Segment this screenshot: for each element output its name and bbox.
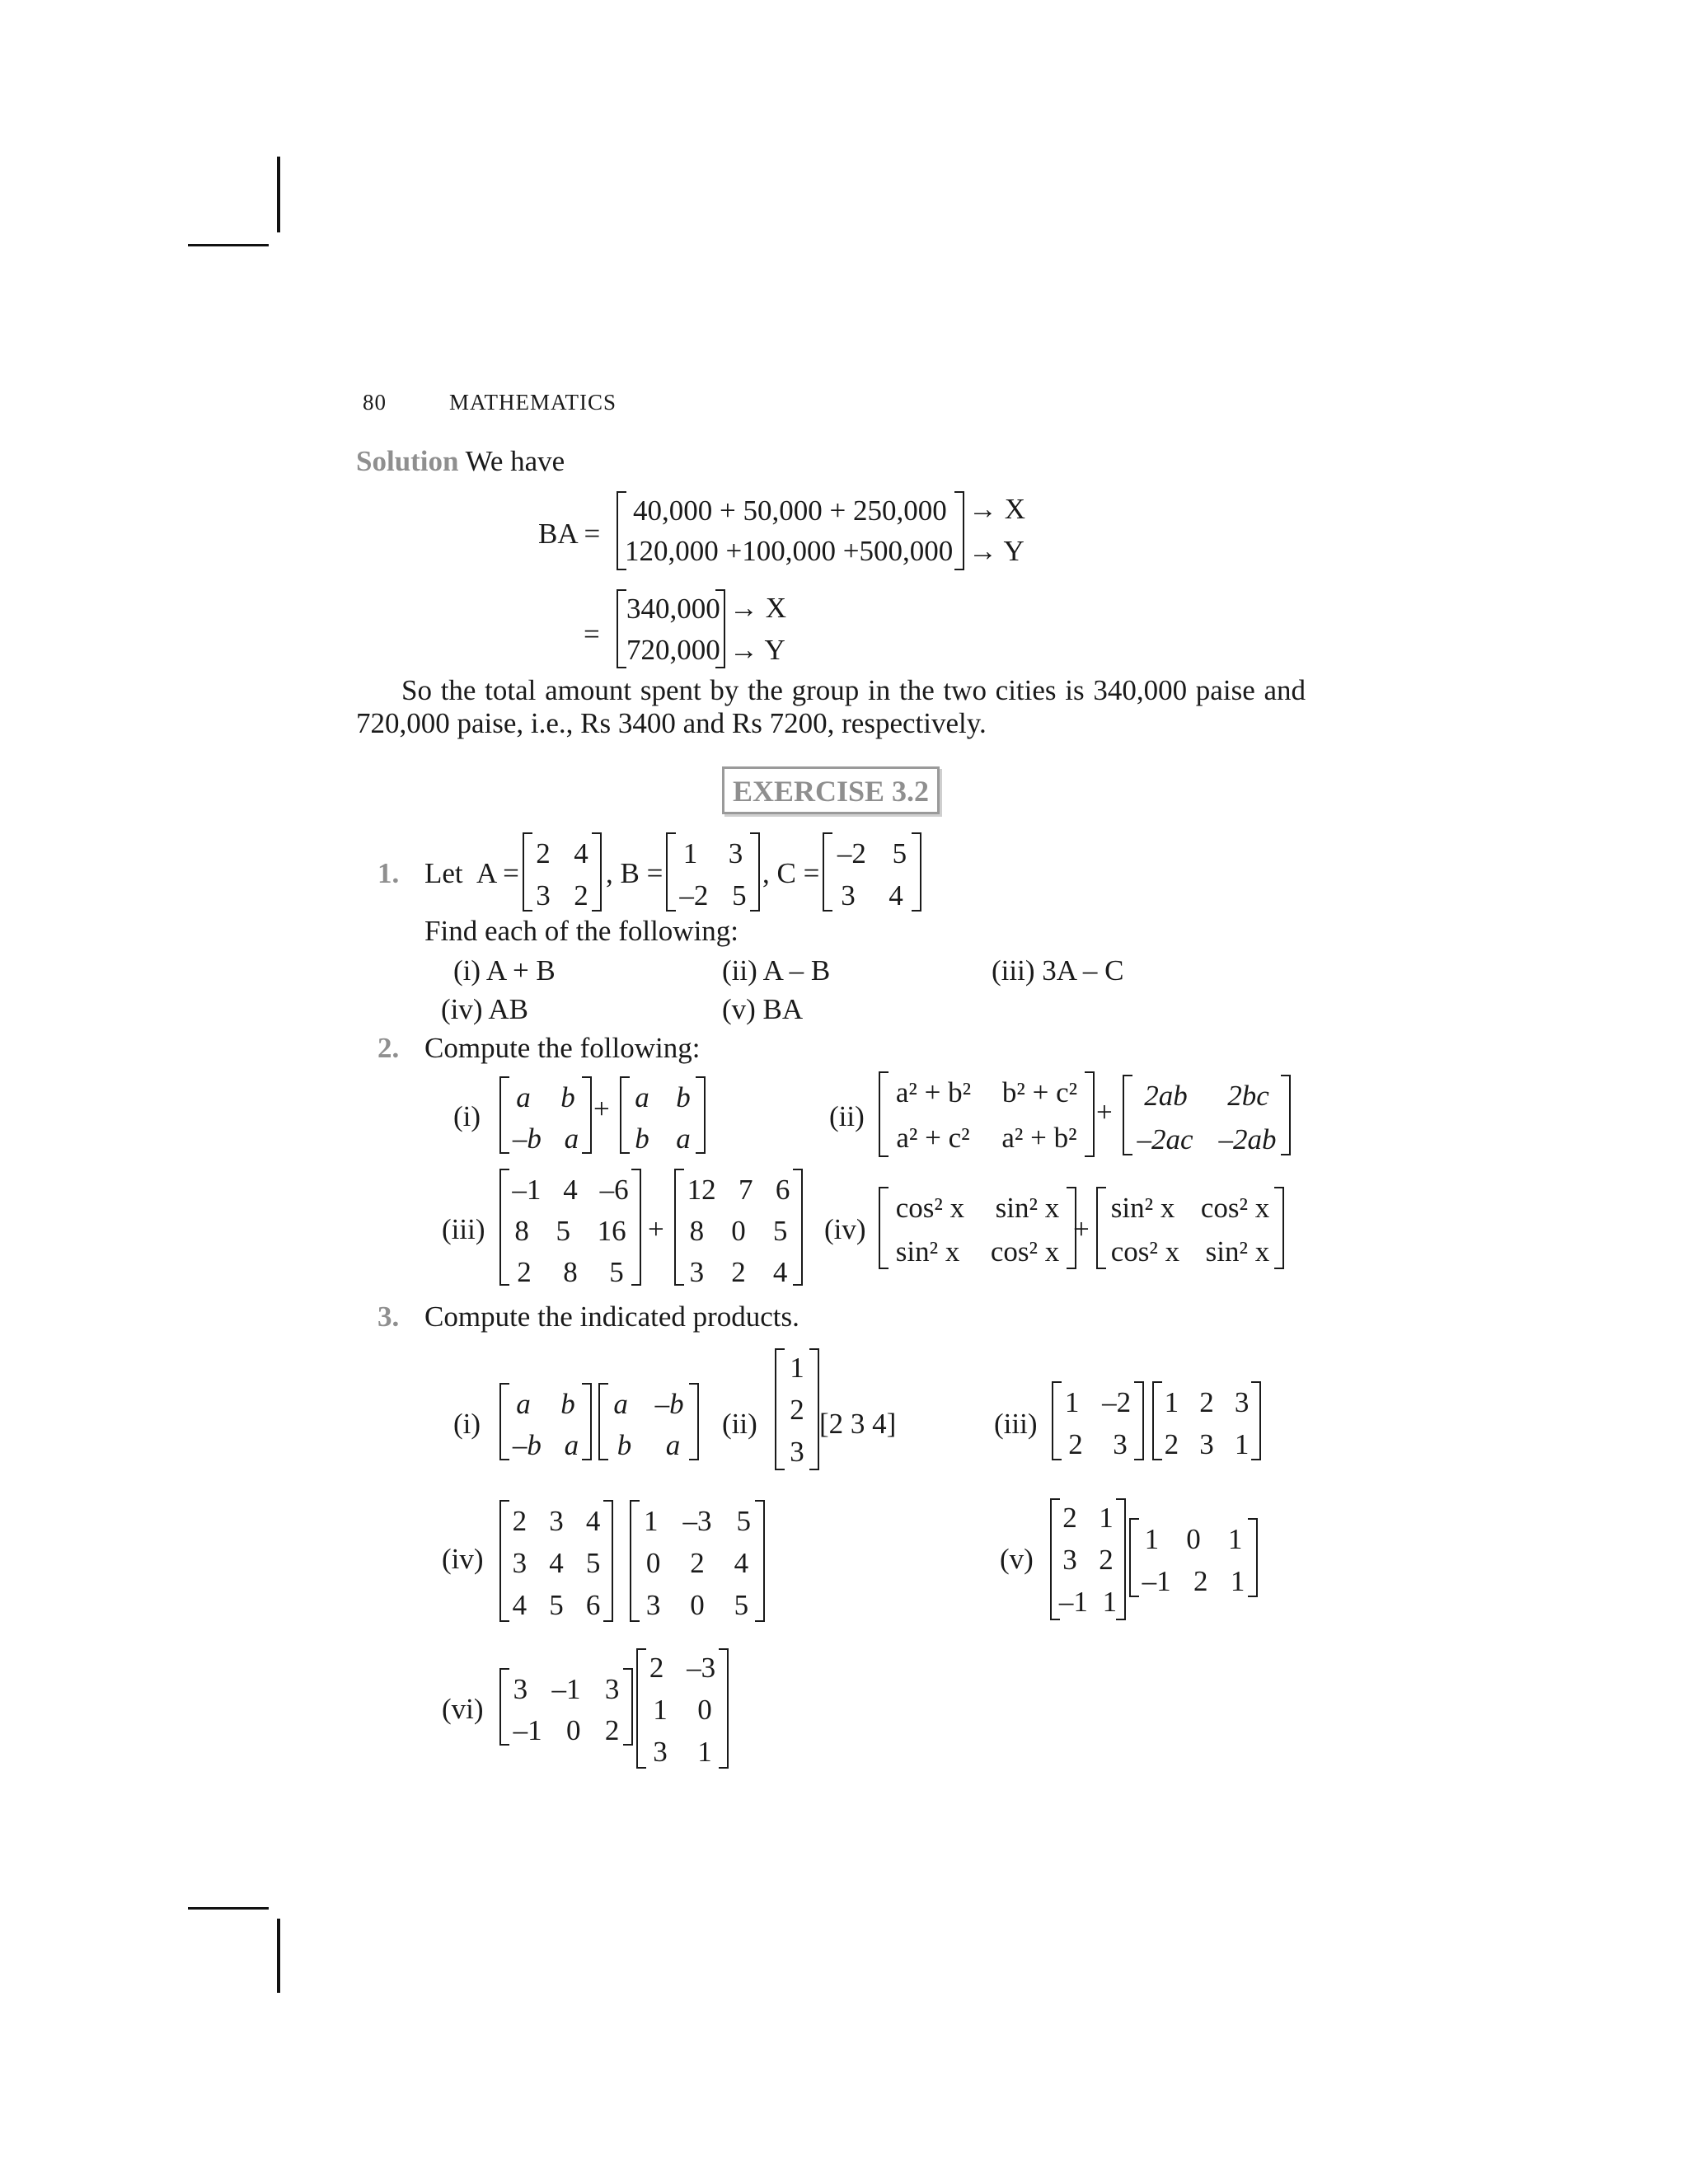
solution-label: Solution [356,445,459,477]
matrix-row [668,881,758,910]
ba-label: BA = [538,518,601,550]
part-label: (iii) [442,1213,485,1245]
matrix-row [501,1675,631,1704]
plus-sign: + [1073,1213,1090,1245]
matrix-row [501,1431,590,1460]
matrix-cell: a [564,1122,579,1155]
matrix-row [621,1083,704,1112]
matrix-cell: –1 [551,1673,581,1705]
matrix-row [638,1737,727,1766]
matrix-row [776,1353,818,1382]
matrix-row [1098,1193,1282,1222]
matrix-cell: 7 [738,1174,753,1206]
matrix-row [621,1124,704,1153]
matrix-row [776,1395,818,1424]
arrow-x: → X [968,493,1026,525]
matrix-cell: b [617,1429,632,1461]
page-number: 80 [363,390,387,415]
matrix-cell: –2 [1102,1386,1132,1418]
matrix-cell: 2bc [1227,1080,1269,1112]
matrix-row [1052,1503,1124,1532]
matrix-row [501,1258,640,1286]
matrix-cell: 5 [556,1215,570,1247]
matrix-row [1098,1237,1282,1266]
matrix-row: 340,000 [626,593,720,625]
matrix-cell: 2 [512,1505,528,1537]
q1-lead: Let [424,857,463,889]
solution-line [356,447,565,476]
matrix-a-label: A = [476,857,519,889]
matrix-cell: 6 [775,1174,790,1206]
matrix-cell: cos² x [1200,1192,1270,1224]
matrix-cell: 3 [1234,1386,1250,1418]
matrix-cell: 3 [653,1736,668,1768]
q1-instruction: Find each of the following: [424,915,739,947]
matrix-cell: 1 [1227,1523,1243,1555]
matrix-cell: b [635,1122,649,1155]
q1-part: (iii) 3A – C [992,954,1124,987]
matrix-row [676,1216,801,1245]
matrix-cell: 1 [1102,1586,1118,1618]
matrix-cell: 6 [585,1589,601,1621]
matrix-row [676,1258,801,1286]
matrix-cell: 3 [689,1256,705,1288]
matrix-cell: a [665,1429,681,1461]
matrix-cell: –3 [687,1652,716,1684]
plus-sign: + [593,1093,610,1125]
part-label: (ii) [829,1100,865,1132]
matrix-row [880,1237,1075,1266]
part-label: (iii) [994,1408,1038,1440]
question-number: 2. [377,1032,400,1064]
question-number: 3. [377,1301,400,1333]
crop-mark [277,157,280,232]
part-label: (i) [453,1100,481,1132]
matrix-cell: 2 [574,879,588,912]
running-head: MATHEMATICS [449,390,617,415]
matrix-cell: a [676,1122,691,1155]
matrix-row [631,1507,763,1535]
matrix [1052,1381,1144,1460]
matrix-cell: –2 [679,879,709,912]
matrix-cell: sin² x [995,1192,1060,1224]
matrix-cell: 4 [574,837,588,869]
matrix-cell: –1 [512,1174,542,1206]
matrix-row [880,1193,1075,1222]
matrix-cell: 4 [512,1589,528,1621]
matrix-cell: 2 [1099,1544,1114,1576]
matrix-cell: a² + b² [1001,1122,1077,1154]
matrix-cell: 0 [690,1589,705,1621]
matrix-ba-sum [617,491,964,570]
matrix-b-label: , B = [606,857,663,889]
matrix-row [501,1083,590,1112]
matrix-cell: 1 [1144,1523,1160,1555]
matrix-cell: –1 [513,1714,542,1746]
matrix-cell: 3 [1199,1428,1214,1460]
matrix-row [824,881,920,910]
solution-intro: We have [465,445,565,477]
matrix-row [501,1507,612,1535]
matrix-row [1124,1125,1289,1154]
matrix [598,1383,699,1460]
matrix-cell: 5 [892,837,907,869]
matrix-cell: 4 [889,879,903,912]
matrix-row: 40,000 + 50,000 + 250,000 [633,494,947,527]
matrix [879,1187,1076,1269]
matrix-row [824,839,920,868]
matrix-cell: 5 [609,1256,624,1288]
matrix [1129,1518,1258,1597]
matrix [1152,1381,1261,1460]
matrix-cell: –3 [682,1505,712,1537]
matrix-row [668,839,758,868]
matrix-cell: 1 [653,1694,668,1726]
matrix-c [823,832,921,912]
matrix-row [1052,1587,1124,1616]
matrix-cell: 4 [585,1505,601,1537]
matrix-cell: 5 [585,1547,601,1579]
crop-mark [188,244,269,246]
matrix-cell: 3 [1062,1544,1077,1576]
matrix-cell: 3 [790,1436,804,1468]
matrix [499,1169,641,1286]
row-vector: [2 3 4] [819,1408,897,1440]
matrix-cell: 8 [689,1215,705,1247]
matrix-row [1053,1430,1142,1459]
q1-part: (v) BA [722,993,804,1025]
crop-mark [277,1919,280,1993]
matrix-row [501,1216,640,1245]
matrix [1096,1187,1284,1269]
matrix-cell: 2 [1193,1565,1208,1597]
q3-text: Compute the indicated products. [424,1301,799,1333]
matrix-row [1131,1567,1256,1596]
matrix-row [1053,1388,1142,1417]
equals-sign: = [584,618,600,650]
matrix-cell: 2 [690,1547,705,1579]
matrix-cell: sin² x [1205,1235,1270,1268]
matrix-cell: 3 [604,1673,620,1705]
matrix-cell: 1 [1064,1386,1080,1418]
matrix-cell: a [613,1388,628,1420]
matrix-cell: 8 [563,1256,578,1288]
matrix-cell: 5 [732,879,747,912]
matrix-cell: –b [512,1122,542,1155]
matrix-row: 720,000 [626,634,720,666]
matrix-cell: 1 [1164,1386,1179,1418]
matrix-cell: 0 [697,1694,712,1726]
matrix-cell: –b [654,1388,684,1420]
matrix-cell: –b [512,1429,542,1461]
matrix-cell: a [516,1081,531,1113]
exercise-title: EXERCISE 3.2 [722,766,940,814]
matrix-cell: 5 [736,1505,751,1537]
matrix-cell: 2 [604,1714,620,1746]
matrix-cell: 2 [649,1652,664,1684]
matrix-cell: 0 [1186,1523,1201,1555]
matrix-cell: 3 [512,1547,528,1579]
solution-conclusion: So the total amount spent by the group in the two cities is 340,000 paise and 720,000 paise, i.e., Rs 3400 and Rs 7200, respectively. [356,674,1306,739]
matrix [499,1668,633,1746]
matrix [636,1648,729,1769]
part-label: (vi) [442,1693,484,1725]
matrix-ba-result [617,589,725,668]
matrix-cell: –1 [1058,1586,1088,1618]
q2-text: Compute the following: [424,1032,701,1064]
q1-part: (iv) AB [441,993,528,1025]
matrix-row [631,1591,763,1619]
matrix-cell: 4 [549,1547,564,1579]
plus-sign: + [648,1213,664,1245]
matrix-cell: 2 [1199,1386,1214,1418]
matrix-cell: 4 [772,1256,788,1288]
arrow-y: → Y [968,535,1025,567]
matrix-row: 120,000 +100,000 +500,000 [625,535,954,567]
matrix-c-label: , C = [762,857,820,889]
matrix-row [1154,1430,1259,1459]
matrix-row [638,1695,727,1724]
matrix-cell: 1 [790,1352,804,1384]
matrix-row [776,1437,818,1466]
matrix-cell: 5 [772,1215,788,1247]
matrix-cell: 3 [1113,1428,1128,1460]
part-label: (iv) [442,1543,484,1575]
matrix-cell: 5 [734,1589,749,1621]
matrix-cell: sin² x [895,1235,960,1268]
matrix-cell: b [560,1388,575,1420]
matrix [499,1383,592,1460]
matrix-cell: 3 [513,1673,528,1705]
matrix-cell: 3 [728,837,743,869]
matrix-cell: a² + b² [895,1076,972,1108]
matrix-row [1131,1525,1256,1554]
matrix [775,1348,819,1470]
matrix-cell: 0 [731,1215,746,1247]
matrix-cell: –2 [837,837,866,869]
matrix-cell: a [516,1388,531,1420]
matrix-cell: a² + c² [896,1122,970,1154]
matrix-cell: 2 [536,837,551,869]
matrix-row [638,1653,727,1682]
matrix-cell: 0 [565,1714,581,1746]
matrix-cell: sin² x [1110,1192,1175,1224]
matrix-cell: cos² x [895,1192,965,1224]
matrix-row [880,1123,1093,1152]
matrix-cell: 4 [734,1547,749,1579]
matrix-cell: a [564,1429,579,1461]
matrix-row [631,1549,763,1577]
matrix-cell: –6 [599,1174,629,1206]
matrix-cell: b [560,1081,575,1113]
matrix-cell: cos² x [990,1235,1060,1268]
matrix-cell: 2ab [1144,1080,1188,1112]
matrix-cell: 12 [687,1174,716,1206]
matrix-row [1124,1081,1289,1110]
matrix-row [501,1591,612,1619]
matrix-row [501,1124,590,1153]
matrix-row [880,1078,1093,1107]
matrix-row [501,1175,640,1204]
matrix [1123,1075,1291,1155]
matrix-row [501,1390,590,1418]
q1-part: (ii) A – B [722,954,831,987]
matrix-cell: 1 [1234,1428,1250,1460]
matrix-cell: 3 [841,879,856,912]
matrix-cell: 2 [1068,1428,1083,1460]
matrix-cell: 1 [644,1505,659,1537]
matrix-cell: 2 [517,1256,532,1288]
matrix-cell: 1 [1230,1565,1245,1597]
matrix-cell: 2 [1164,1428,1179,1460]
arrow-y: → Y [729,634,785,666]
matrix-cell: b [676,1081,691,1113]
part-label: (i) [453,1408,481,1440]
matrix-cell: –1 [1142,1565,1171,1597]
matrix-row [600,1431,697,1460]
matrix-cell: –2ac [1137,1123,1193,1155]
matrix-cell: cos² x [1110,1235,1180,1268]
question-number: 1. [377,857,400,889]
matrix-cell: –2ab [1218,1123,1277,1155]
matrix [499,1500,613,1622]
matrix [620,1076,706,1154]
matrix-row [1052,1545,1124,1574]
matrix-cell: 2 [731,1256,746,1288]
part-label: (ii) [722,1408,757,1440]
plus-sign: + [1096,1096,1113,1128]
matrix-cell: 8 [514,1215,529,1247]
matrix-b [666,832,760,912]
matrix-row [676,1175,801,1204]
matrix-cell: 2 [1062,1502,1077,1534]
matrix [879,1071,1095,1157]
matrix-cell: 1 [697,1736,712,1768]
part-label: (iv) [824,1213,866,1245]
arrow-x: → X [729,592,787,624]
matrix-cell: 5 [549,1589,564,1621]
part-label: (v) [1000,1543,1034,1575]
matrix-cell: 1 [682,837,698,869]
matrix-cell: 3 [549,1505,564,1537]
matrix-cell: 16 [597,1215,626,1247]
matrix-cell: 3 [645,1589,661,1621]
matrix-cell: b² + c² [1001,1076,1078,1108]
crop-mark [188,1907,269,1910]
matrix [1050,1498,1126,1620]
matrix [499,1076,592,1154]
matrix-row [1154,1388,1259,1417]
q1-part: (i) A + B [453,954,556,987]
matrix-row [501,1716,631,1745]
matrix-a [523,832,602,912]
matrix [674,1169,803,1286]
matrix-cell: 0 [645,1547,661,1579]
matrix-row [501,1549,612,1577]
matrix-row [600,1390,697,1418]
matrix-cell: 2 [790,1394,804,1426]
matrix-row [524,881,600,910]
matrix [630,1500,765,1622]
matrix-cell: 4 [563,1174,578,1206]
matrix-row [524,839,600,868]
matrix-cell: a [635,1081,649,1113]
matrix-cell: 1 [1099,1502,1114,1534]
matrix-cell: 3 [536,879,551,912]
